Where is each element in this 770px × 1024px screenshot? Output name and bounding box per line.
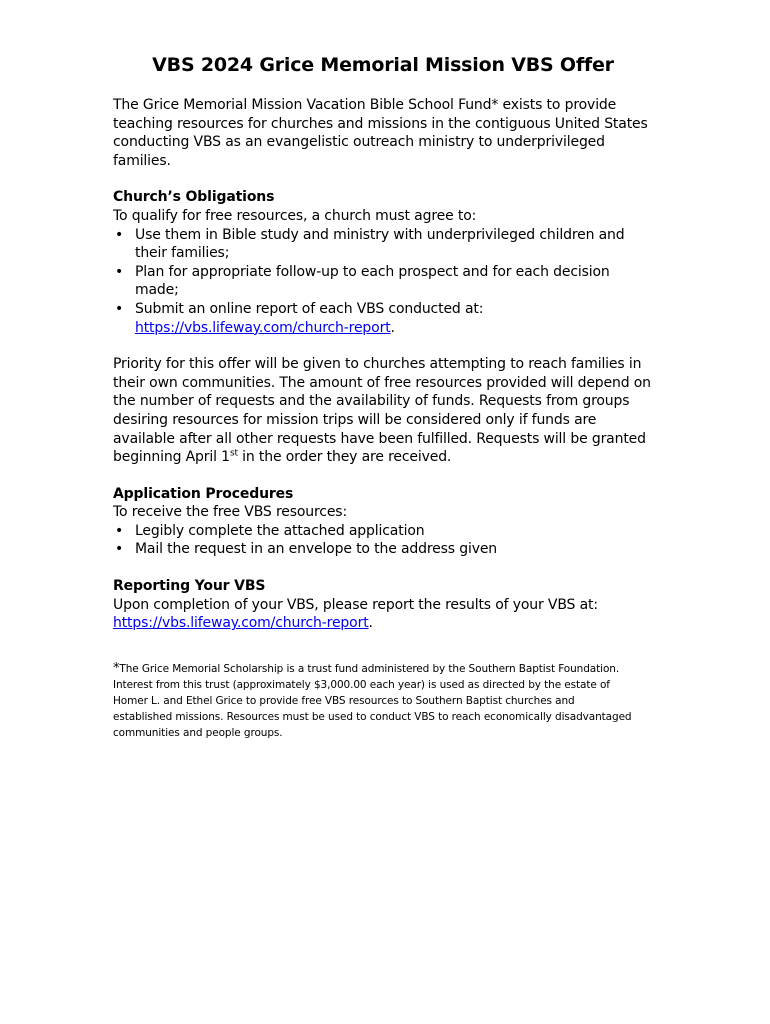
obligations-lead: To qualify for free resources, a church must agree to: bbox=[113, 207, 477, 224]
list-item bbox=[113, 540, 653, 559]
footnote-text: The Grice Memorial Scholarship is a trust fund administered by the Southern Baptist Foundation. Interest from this trust (approximately $3,000.00 each year) is used as directed by the estate of Homer L. and Ethel Grice to provide free VBS resources to Southern Baptist churches and established missions. Resources must be used to conduct VBS to reach economically disadvantaged communities and people groups. bbox=[113, 662, 632, 739]
period: . bbox=[368, 615, 373, 632]
priority-paragraph bbox=[113, 355, 653, 467]
application-list bbox=[113, 522, 653, 559]
bullet-icon: • bbox=[115, 226, 124, 243]
application-heading: Application Procedures bbox=[113, 485, 294, 502]
ordinal-suffix: st bbox=[229, 448, 238, 459]
footnote bbox=[113, 661, 633, 741]
obligation-text: Plan for appropriate follow-up to each prospect and for each decision made; bbox=[135, 263, 610, 299]
application-lead: To receive the free VBS resources: bbox=[113, 504, 348, 521]
intro-paragraph: The Grice Memorial Mission Vacation Bible School Fund* exists to provide teaching resources for churches and missions in the contiguous United States conducting VBS as an evangelistic outreach ministry to underprivileged families. bbox=[113, 97, 648, 169]
list-item bbox=[113, 522, 653, 541]
obligations-list bbox=[113, 226, 653, 338]
reporting-text: Upon completion of your VBS, please report the results of your VBS at: bbox=[113, 596, 598, 613]
bullet-icon: • bbox=[115, 263, 124, 280]
footnote-marker: * bbox=[113, 660, 120, 676]
reporting-link[interactable]: https://vbs.lifeway.com/church-report bbox=[113, 615, 369, 632]
obligation-text: Submit an online report of each VBS conducted at: bbox=[135, 300, 484, 317]
bullet-icon: • bbox=[115, 541, 124, 558]
document-content bbox=[113, 54, 653, 741]
bullet-icon: • bbox=[115, 522, 124, 539]
priority-tail: in the order they are received. bbox=[237, 449, 452, 466]
obligations-heading: Church’s Obligations bbox=[113, 189, 275, 206]
page-title: VBS 2024 Grice Memorial Mission VBS Offer bbox=[152, 54, 614, 76]
priority-text: Priority for this offer will be given to churches attempting to reach families in their own communities. The amount of free resources provided will depend on the number of requests and the availability of funds. Requests from groups desiring resources for mission trips will be considered only if funds are available after all other requests have been fulfilled. Requests will be granted beginning April 1 bbox=[113, 356, 651, 466]
list-item bbox=[113, 263, 653, 300]
application-step: Legibly complete the attached application bbox=[135, 522, 425, 539]
list-item bbox=[113, 226, 653, 263]
church-report-link[interactable]: https://vbs.lifeway.com/church-report bbox=[135, 319, 391, 336]
application-step: Mail the request in an envelope to the address given bbox=[135, 541, 498, 558]
period: . bbox=[390, 319, 395, 336]
reporting-heading: Reporting Your VBS bbox=[113, 578, 266, 595]
list-item bbox=[113, 300, 653, 337]
reporting-link-line bbox=[113, 614, 653, 633]
obligation-text: Use them in Bible study and ministry with underprivileged children and their families; bbox=[135, 226, 625, 262]
bullet-icon: • bbox=[115, 300, 124, 317]
